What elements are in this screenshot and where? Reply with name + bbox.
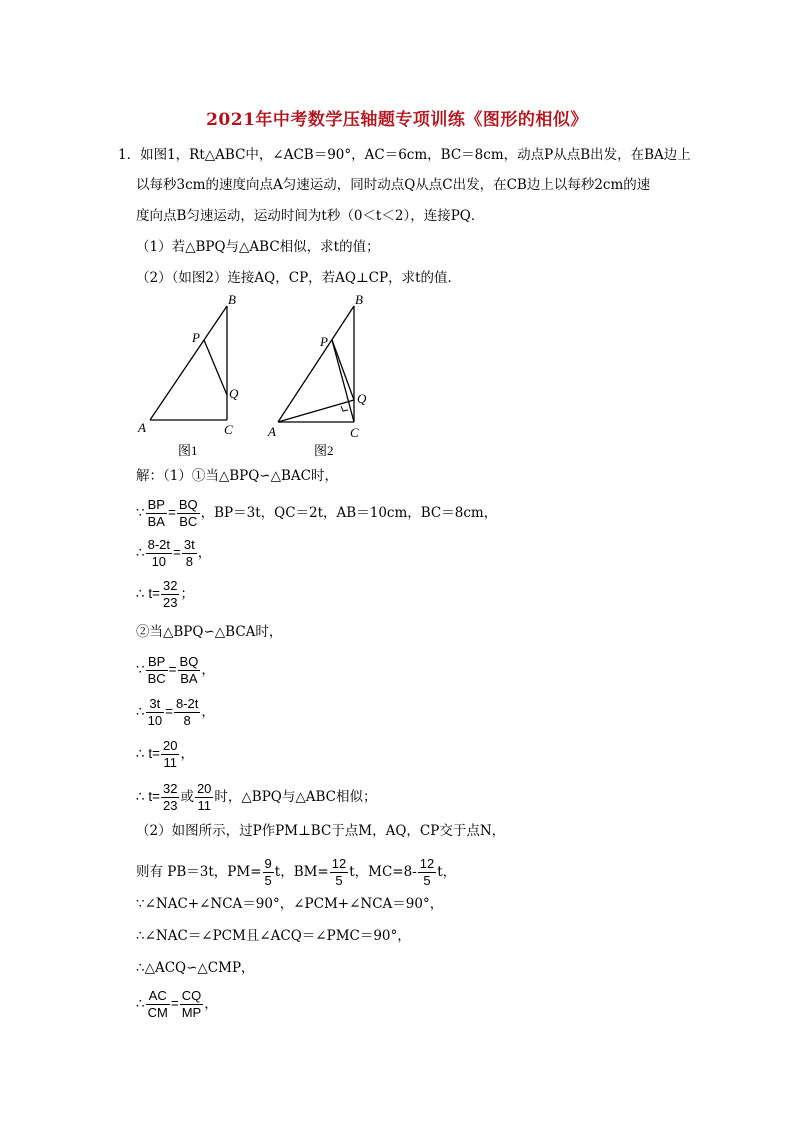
fraction: $\frac{BP}{BA}$ (147, 497, 165, 529)
solution-step-11: 则有 PB＝3t，PM= $\frac{9}{5}$ t，BM= $\frac{12}{5}$ t，MC=8- $\frac{12}{5}$ t， (136, 856, 457, 888)
fraction: $\frac{8-2t}{10}$ (147, 537, 170, 569)
solution-step-2: ∵ $\frac{BP}{BA}$ = $\frac{BQ}{BC}$ ，BP＝3t，QC＝2t，AB＝10cm，BC＝8cm， (136, 497, 498, 529)
fig2-label-c: C (350, 425, 359, 440)
solution-step-9: ∴ t= $\frac{32}{23}$ 或 $\frac{20}{11}$ 时，△BPQ与△ABC相似； (136, 781, 377, 813)
fraction: $\frac{3t}{10}$ (147, 696, 163, 728)
fig1-caption: 图1 (178, 443, 198, 458)
fraction: $\frac{8-2t}{8}$ (175, 696, 199, 728)
fraction: $\frac{AC}{CM}$ (147, 988, 168, 1020)
solution-step-14: ∴△ACQ∽△CMP， (136, 960, 255, 976)
solution-step-5: ②当△BPQ∽△BCA时， (136, 624, 283, 640)
solution-step-4: ∴ t= $\frac{32}{23}$ ； (136, 578, 194, 610)
fig2-label-a: A (268, 424, 276, 439)
fig2-label-b: B (355, 292, 363, 307)
fig1-label-p: P (192, 330, 200, 345)
fig1-label-q: Q (229, 386, 239, 401)
fraction: $\frac{20}{11}$ (196, 781, 212, 813)
fig2-label-q: Q (357, 391, 367, 406)
fraction: $\frac{12}{5}$ (419, 856, 435, 888)
solution-step-10: （2）如图所示，过P作PM⊥BC于点M，AQ，CP交于点N， (136, 823, 506, 839)
figure-2 (262, 290, 382, 462)
solution-step-7: ∴ $\frac{3t}{10}$ = $\frac{8-2t}{8}$ ， (136, 696, 215, 728)
fig1-label-b: B (228, 292, 236, 307)
solution-step-12: ∵∠NAC+∠NCA＝90°，∠PCM+∠NCA＝90°， (136, 896, 444, 912)
fraction: $\frac{20}{11}$ (162, 738, 178, 770)
solution-step-8: ∴ t= $\frac{20}{11}$ ， (136, 738, 194, 770)
solution-step-15: ∴ $\frac{AC}{CM}$ = $\frac{CQ}{MP}$ ， (136, 988, 218, 1020)
fraction: $\frac{BQ}{BA}$ (179, 654, 199, 686)
question-1: （1）若△BPQ与△ABC相似，求t的值； (136, 239, 380, 255)
figure-1 (130, 290, 250, 462)
solution-step-6: ∵ $\frac{BP}{BC}$ = $\frac{BQ}{BA}$ ， (136, 654, 215, 686)
solution-step-1: 解：（1）①当△BPQ∽△BAC时， (136, 468, 338, 484)
fraction: $\frac{3t}{8}$ (183, 537, 195, 569)
fraction: $\frac{12}{5}$ (331, 856, 347, 888)
problem-line-1: 1．如图1，Rt△ABC中，∠ACB＝90°，AC＝6cm，BC＝8cm，动点P从点B出发，在BA边上 (118, 147, 691, 163)
fraction: $\frac{9}{5}$ (264, 856, 272, 888)
problem-line-3: 度向点B匀速运动，运动时间为t秒（0＜t＜2），连接PQ． (136, 208, 485, 224)
fig1-label-a: A (138, 420, 146, 435)
solution-step-13: ∴∠NAC＝∠PCM且∠ACQ＝∠PMC＝90°， (136, 928, 411, 944)
solution-step-3: ∴ $\frac{8-2t}{10}$ = $\frac{3t}{8}$ ， (136, 537, 212, 569)
fraction: $\frac{BP}{BC}$ (147, 654, 166, 686)
fraction: $\frac{32}{23}$ (162, 578, 178, 610)
fraction: $\frac{32}{23}$ (162, 781, 178, 813)
fraction: $\frac{CQ}{MP}$ (181, 988, 202, 1020)
problem-line-2: 以每秒3cm的速度向点A匀速运动，同时动点Q从点C出发，在CB边上以每秒2cm的速 (136, 177, 651, 193)
fig1-label-c: C (224, 422, 233, 437)
fraction: $\frac{BQ}{BC}$ (178, 497, 198, 529)
document-title: 2021年中考数学压轴题专项训练《图形的相似》 (206, 110, 588, 130)
fig2-label-p: P (320, 334, 328, 349)
question-2: （2）（如图2）连接AQ，CP，若AQ⊥CP，求t的值． (136, 270, 462, 286)
fig2-caption: 图2 (314, 443, 334, 458)
